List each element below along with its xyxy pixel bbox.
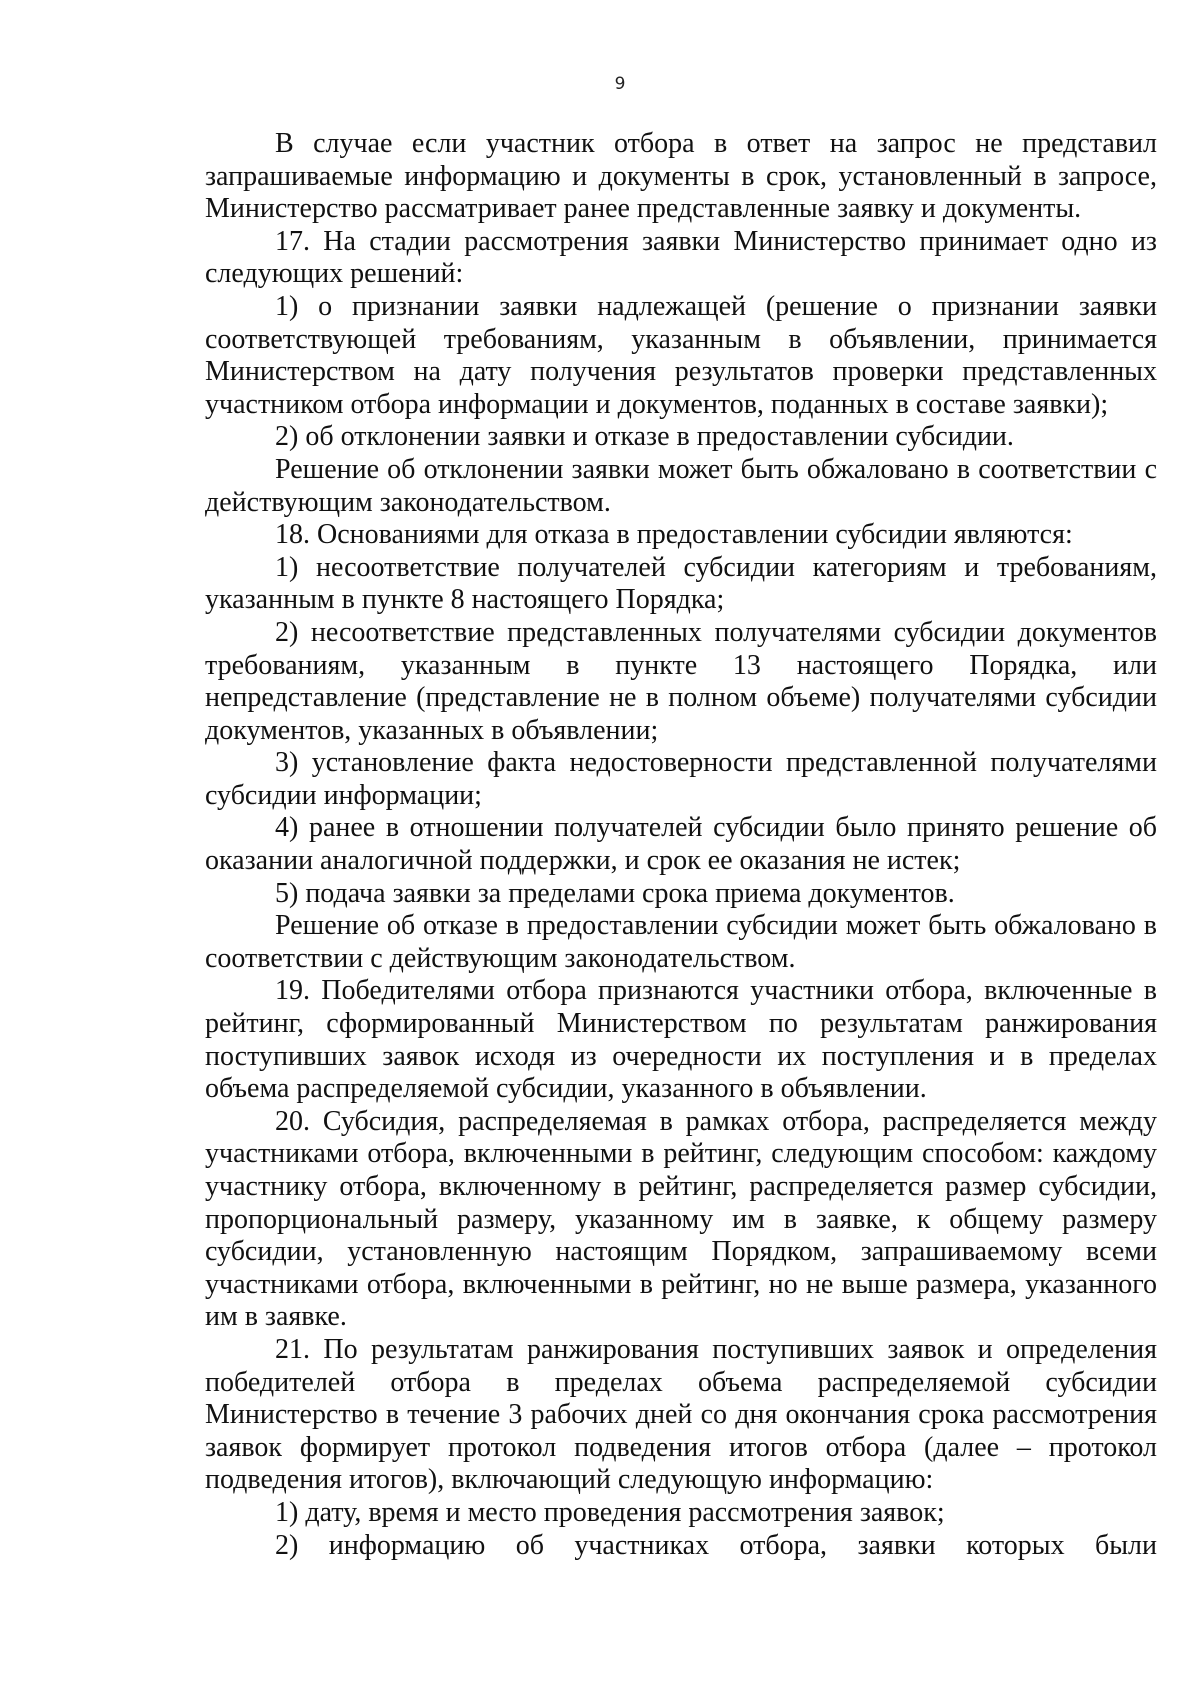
paragraph-18-grounds: 18. Основаниями для отказа в предоставлении субсидии являются: <box>275 519 1073 551</box>
paragraph-21-item-1: 1) дату, время и место проведения рассмотрения заявок; <box>275 1496 945 1528</box>
paragraph-17-item-2: 2) об отклонении заявки и отказе в предоставлении субсидии. <box>275 421 1014 453</box>
paragraph-18-item-1: 1) несоответствие получателей субсидии категориям и требованиям, указанным в пункте 8 настоящего Порядка; <box>205 551 1157 616</box>
paragraph-20-distribution: 20. Субсидия, распределяемая в рамках отбора, распределяется между участниками отбора, включенными в рейтинг, следующим способом: каждому участнику отбора, включенному в рейтинг, распределяется размер субсидии, пропорциональный размеру, указанному им в заявке, к общему размеру субсидии, установленную настоящим Порядком, запрашиваемому всеми участниками отбора, включенными в рейтинг, но не выше размера, указанного им в заявке. <box>205 1105 1157 1333</box>
paragraph-19-winners: 19. Победителями отбора признаются участники отбора, включенные в рейтинг, сформированный Министерством по результатам ранжирования поступивших заявок исходя из очередности их поступления и в пределах объема распределяемой субсидии, указанного в объявлении. <box>205 975 1157 1105</box>
paragraph-response-to-request: В случае если участник отбора в ответ на запрос не представил запрашиваемые информацию и документы в срок, установленный в запросе, Министерство рассматривает ранее представленные заявку и документы. <box>205 128 1157 225</box>
paragraph-21-protocol: 21. По результатам ранжирования поступивших заявок и определения победителей отбора в пределах объема распределяемой субсидии Министерство в течение 3 рабочих дней со дня окончания срока рассмотрения заявок формирует протокол подведения итогов отбора (далее – протокол подведения итогов), включающий следующую информацию: <box>205 1333 1157 1496</box>
page-number: 9 <box>614 74 626 94</box>
paragraph-rejection-appeal: Решение об отклонении заявки может быть обжаловано в соответствии с действующим законодательством. <box>205 453 1157 518</box>
paragraph-21-item-2: 2) информацию об участниках отбора, заявки которых были <box>275 1529 1157 1561</box>
paragraph-18-item-5: 5) подача заявки за пределами срока приема документов. <box>275 877 955 909</box>
document-body <box>205 128 1157 1562</box>
paragraph-refusal-appeal: Решение об отказе в предоставлении субсидии может быть обжаловано в соответствии с действующим законодательством. <box>205 910 1157 974</box>
paragraph-18-item-2: 2) несоответствие представленных получателями субсидии документов требованиям, указанным в пункте 13 настоящего Порядка, или непредставление (представление не в полном объеме) получателями субсидии документов, указанных в объявлении; <box>205 616 1157 746</box>
paragraph-17-decisions: 17. На стадии рассмотрения заявки Министерство принимает одно из следующих решений: <box>205 225 1157 290</box>
paragraph-17-item-1: 1) о признании заявки надлежащей (решение о признании заявки соответствующей требованиям, указанным в объявлении, принимается Министерством на дату получения результатов проверки представленных участником отбора информации и документов, поданных в составе заявки); <box>205 290 1157 420</box>
paragraph-18-item-3: 3) установление факта недостоверности представленной получателями субсидии информации; <box>205 747 1157 811</box>
paragraph-18-item-4: 4) ранее в отношении получателей субсидии было принято решение об оказании аналогичной поддержки, и срок ее оказания не истек; <box>205 812 1157 877</box>
